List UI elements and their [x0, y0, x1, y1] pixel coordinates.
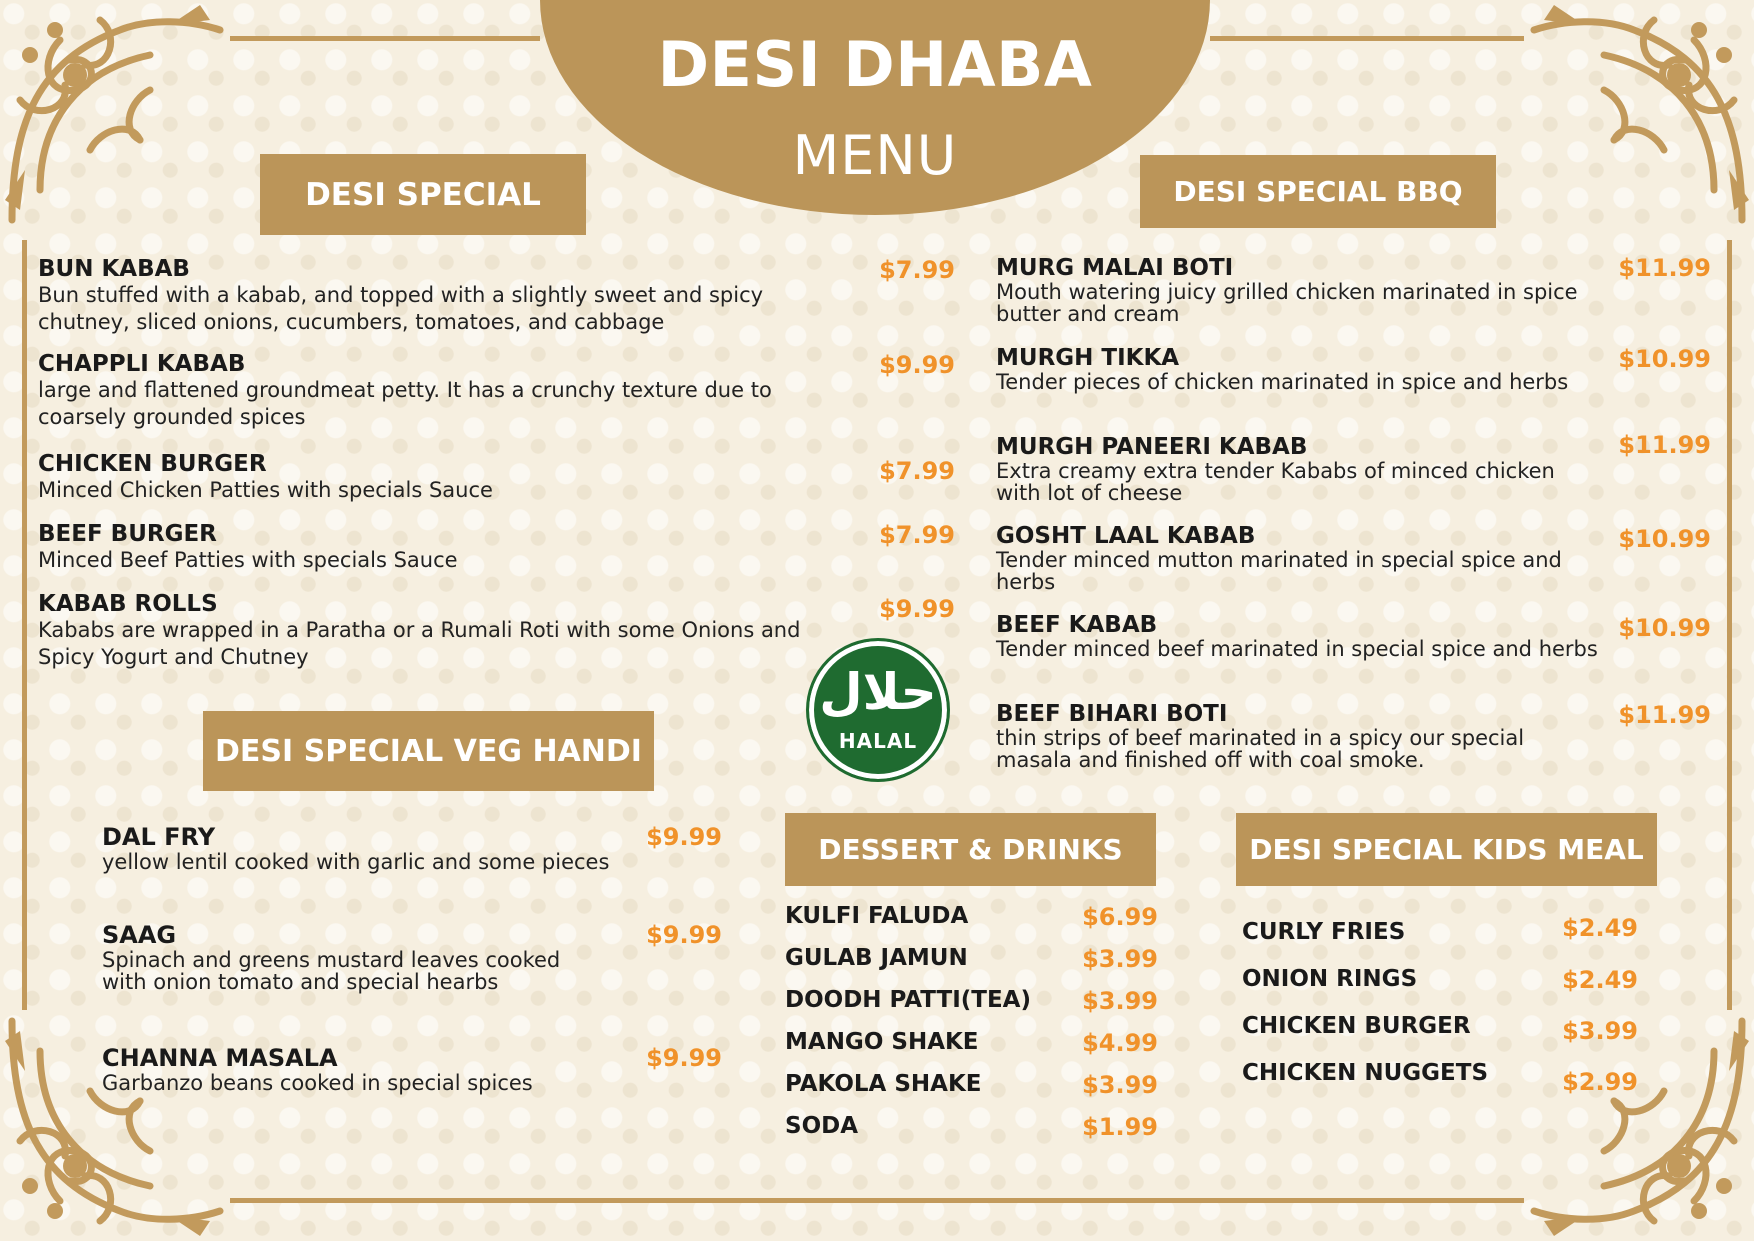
menu-item-chicken-burger [38, 451, 955, 506]
menu-item-beef-bihari-boti [996, 701, 1711, 771]
menu-item-bun-kabab [38, 256, 955, 336]
item-price: $9.99 [879, 595, 955, 623]
menu-item-saag [102, 921, 722, 1016]
item-description: yellow lentil cooked with garlic and some pieces [102, 850, 610, 874]
item-name: GOSHT LAAL KABAB [996, 523, 1256, 549]
item-name: PAKOLA SHAKE [785, 1071, 982, 1097]
menu-item-dal-fry [102, 823, 722, 898]
item-price: $9.99 [646, 921, 722, 949]
ornament-corner-bottom-right [1524, 1011, 1754, 1241]
menu-subtitle: MENU [792, 124, 958, 187]
item-price: $2.49 [1562, 914, 1638, 942]
section-header-dessert-drinks: DESSERT & DRINKS [785, 813, 1156, 886]
item-price: $9.99 [646, 1044, 722, 1072]
item-name: BUN KABAB [38, 256, 190, 282]
menu-item-murg-malai-boti [996, 255, 1711, 325]
item-price: $7.99 [879, 457, 955, 485]
item-name: CURLY FRIES [1242, 919, 1406, 945]
item-price: $11.99 [1618, 431, 1711, 459]
item-description: Mouth watering juicy grilled chicken marinated in spice butter and cream [996, 280, 1578, 326]
item-price: $11.99 [1618, 254, 1711, 282]
item-description: Kababs are wrapped in a Paratha or a Rumali Roti with some Onions and Spicy Yogurt and Chutney [38, 618, 801, 669]
item-name: CHANNA MASALA [102, 1044, 338, 1072]
item-price: $7.99 [879, 256, 955, 284]
item-description: Minced Chicken Patties with specials Sauce [38, 478, 493, 502]
right-border [1727, 240, 1732, 1010]
section-header-desi-special-bbq: DESI SPECIAL BBQ [1140, 155, 1496, 228]
kids-row-chicken-nuggets [1242, 1060, 1638, 1096]
item-description: Garbanzo beans cooked in special spices [102, 1071, 533, 1095]
item-price: $10.99 [1618, 345, 1711, 373]
section-header-desi-special: DESI SPECIAL [260, 154, 586, 235]
halal-arabic-text: حلال [819, 663, 937, 721]
item-name: SODA [785, 1113, 859, 1139]
menu-item-murgh-tikka [996, 345, 1711, 415]
item-name: BEEF BIHARI BOTI [996, 701, 1228, 727]
dessert-row-mango-shake [785, 1029, 1158, 1059]
dessert-row-soda [785, 1113, 1158, 1143]
item-price: $7.99 [879, 521, 955, 549]
dessert-row-doodh-patti [785, 987, 1158, 1017]
kids-row-chicken-burger [1242, 1013, 1638, 1043]
item-price: $4.99 [1082, 1029, 1158, 1057]
item-name: CHICKEN NUGGETS [1242, 1060, 1489, 1086]
item-price: $1.99 [1082, 1113, 1158, 1141]
kids-row-curly-fries [1242, 914, 1638, 949]
item-name: MURGH TIKKA [996, 345, 1180, 371]
item-name: DAL FRY [102, 823, 216, 851]
item-description: Bun stuffed with a kabab, and topped with a slightly sweet and spicy chutney, sliced onions, cucumbers, tomatoes, and cabbage [38, 283, 764, 334]
item-price: $3.99 [1082, 945, 1158, 973]
item-price: $9.99 [646, 823, 722, 851]
item-name: KULFI FALUDA [785, 903, 969, 929]
menu-item-murgh-paneeri-kabab [996, 431, 1711, 505]
dessert-row-kulfi-faluda [785, 903, 1158, 933]
item-price: $2.49 [1562, 966, 1638, 994]
item-name: CHICKEN BURGER [1242, 1013, 1471, 1039]
menu-item-kabab-rolls [38, 591, 955, 671]
halal-badge [806, 638, 950, 782]
item-price: $11.99 [1618, 701, 1711, 729]
item-name: MURG MALAI BOTI [996, 255, 1234, 281]
ornament-corner-top-left [0, 0, 230, 230]
item-name: BEEF KABAB [996, 612, 1158, 638]
item-description: Tender minced beef marinated in special spice and herbs [996, 637, 1598, 661]
item-description: large and flattened groundmeat petty. It has a crunchy texture due to coarsely grounded spices [38, 378, 772, 429]
item-name: CHICKEN BURGER [38, 451, 267, 477]
ornament-corner-top-right [1524, 0, 1754, 230]
kids-row-onion-rings [1242, 966, 1638, 996]
item-price: $10.99 [1618, 525, 1711, 553]
item-price: $6.99 [1082, 903, 1158, 931]
item-price: $3.99 [1082, 1071, 1158, 1099]
item-description: Spinach and greens mustard leaves cooked with onion tomato and special hearbs [102, 948, 561, 994]
halal-label: HALAL [838, 729, 918, 753]
menu-item-chappli-kabab [38, 351, 955, 431]
item-price: $3.99 [1562, 1017, 1638, 1045]
item-name: GULAB JAMUN [785, 945, 968, 971]
item-price: $10.99 [1618, 614, 1711, 642]
menu-item-gosht-laal-kabab [996, 523, 1711, 593]
section-header-kids-meal: DESI SPECIAL KIDS MEAL [1236, 813, 1657, 886]
item-description: Extra creamy extra tender Kababs of minced chicken with lot of cheese [996, 459, 1555, 505]
item-price: $3.99 [1082, 987, 1158, 1015]
top-border-left [230, 36, 540, 41]
item-description: Tender pieces of chicken marinated in spice and herbs [996, 370, 1569, 394]
item-name: CHAPPLI KABAB [38, 351, 246, 377]
item-description: Tender minced mutton marinated in special spice and herbs [996, 548, 1562, 594]
item-name: SAAG [102, 921, 177, 949]
item-name: DOODH PATTI(TEA) [785, 987, 1031, 1013]
left-border [22, 240, 27, 1010]
item-name: ONION RINGS [1242, 966, 1418, 992]
item-name: MANGO SHAKE [785, 1029, 979, 1055]
item-name: MURGH PANEERI KABAB [996, 434, 1308, 460]
item-price: $2.99 [1562, 1068, 1638, 1096]
bottom-border [230, 1198, 1524, 1203]
menu-item-beef-burger [38, 521, 955, 576]
menu-item-beef-kabab [996, 612, 1711, 682]
item-description: Minced Beef Patties with specials Sauce [38, 548, 458, 572]
restaurant-name: DESI DHABA [657, 28, 1093, 101]
item-name: KABAB ROLLS [38, 591, 218, 617]
item-description: thin strips of beef marinated in a spicy our special masala and finished off with coal smoke. [996, 726, 1525, 772]
item-name: BEEF BURGER [38, 521, 217, 547]
section-header-veg-handi: DESI SPECIAL VEG HANDI [203, 711, 654, 791]
item-price: $9.99 [879, 351, 955, 379]
dessert-row-gulab-jamun [785, 945, 1158, 975]
dessert-row-pakola-shake [785, 1071, 1158, 1101]
top-border-right [1210, 36, 1524, 41]
menu-item-channa-masala [102, 1044, 722, 1099]
